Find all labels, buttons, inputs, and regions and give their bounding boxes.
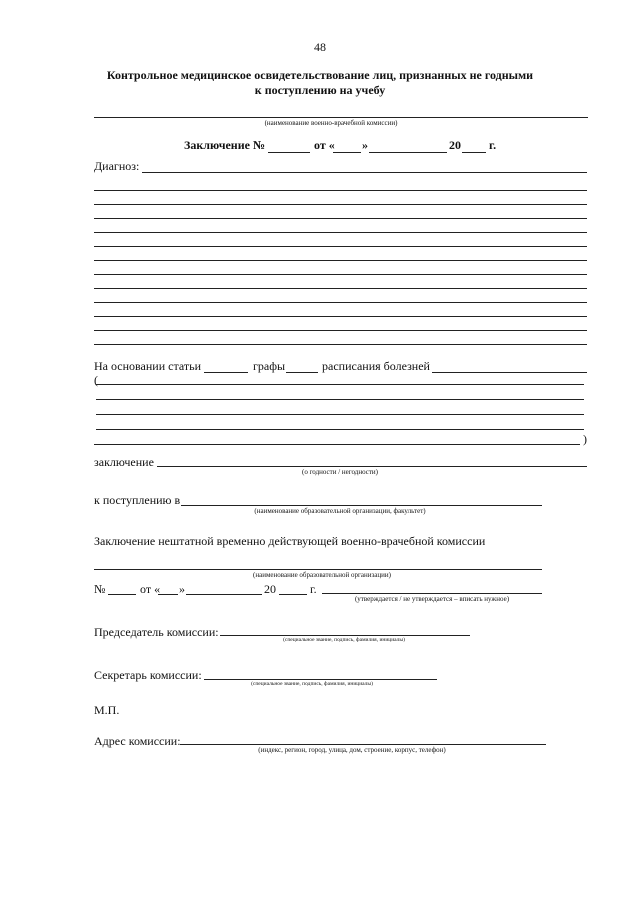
secretary-signature-line [204, 679, 437, 680]
chairman-signature-line [220, 635, 470, 636]
conclusion-number-blank [268, 152, 310, 153]
article-blank [204, 372, 248, 373]
basis-paren-close: ) [583, 432, 587, 446]
basis-schedule-label: расписания болезней [322, 359, 430, 373]
diagnosis-blank-line [94, 260, 587, 261]
number-year-blank [279, 594, 307, 595]
diagnosis-blank-line [94, 190, 587, 191]
secretary-caption: (специальное звание, подпись, фамилия, инициалы) [251, 681, 373, 687]
commission-name-line [94, 117, 588, 118]
number-label: № [94, 582, 106, 596]
diagnosis-blank-line [94, 330, 587, 331]
diagnosis-label: Диагноз: [94, 159, 140, 173]
approval-line [322, 593, 542, 594]
number-blank [108, 594, 136, 595]
address-caption: (индекс, регион, город, улица, дом, строение, корпус, телефон) [258, 746, 446, 754]
org-name-line [94, 569, 542, 570]
fitness-label: заключение [94, 455, 154, 469]
stamp-label: М.П. [94, 703, 120, 717]
address-label: Адрес комиссии: [94, 734, 181, 748]
address-line [180, 744, 546, 745]
conclusion-month-blank [369, 152, 447, 153]
conclusion-from-label: от « [314, 138, 335, 152]
number-day-blank [158, 594, 178, 595]
number-year-prefix: 20 [264, 582, 276, 596]
diagnosis-blank-line [94, 316, 587, 317]
secretary-label: Секретарь комиссии: [94, 668, 202, 682]
conclusion-year-prefix: 20 [449, 138, 461, 152]
conclusion-year-suffix: г. [489, 138, 497, 152]
conclusion-quote-close: » [362, 138, 368, 152]
chairman-caption: (специальное звание, подпись, фамилия, инициалы) [283, 637, 405, 643]
basis-article-label: На основании статьи [94, 359, 202, 373]
diagnosis-blank-line [94, 302, 587, 303]
admission-line [181, 505, 542, 506]
admission-label: к поступлению в [94, 493, 181, 507]
conclusion-year-blank [462, 152, 486, 153]
fitness-caption: (о годности / негодности) [302, 468, 378, 476]
fitness-line [157, 466, 587, 467]
diagnosis-blank-line [94, 288, 587, 289]
number-from-label: от « [140, 582, 161, 596]
basis-blank-line [96, 414, 584, 415]
basis-blank-line [94, 444, 580, 445]
diagnosis-blank-line [94, 218, 587, 219]
schedule-blank [432, 372, 587, 373]
basis-column-label: графы [253, 359, 286, 373]
diagnosis-blank-line [94, 344, 587, 345]
conclusion-day-blank [333, 152, 361, 153]
diagnosis-blank-line [94, 246, 587, 247]
conclusion-label: Заключение № [184, 138, 265, 152]
approval-caption: (утверждается / не утверждается – вписать нужное) [354, 595, 510, 603]
number-quote-close: » [179, 582, 185, 596]
commission-caption: (наименование военно-врачебной комиссии) [264, 119, 398, 127]
org-caption: (наименование образовательной организации) [253, 571, 391, 579]
document-title-line1: Контрольное медицинское освидетельствование лиц, признанных не годными [106, 68, 534, 82]
number-month-blank [186, 594, 262, 595]
basis-blank-line [96, 384, 584, 385]
basis-paren-open: ( [94, 373, 98, 387]
column-blank [286, 372, 318, 373]
adhoc-conclusion-title: Заключение нештатной временно действующей военно-врачебной комиссии [94, 534, 486, 548]
diagnosis-blank-line [94, 274, 587, 275]
document-title-line2: к поступлению на учебу [254, 83, 386, 97]
diagnosis-line [142, 172, 587, 173]
page-number: 48 [314, 40, 326, 54]
diagnosis-blank-line [94, 232, 587, 233]
basis-blank-line [96, 399, 584, 400]
admission-caption: (наименование образовательной организации, факультет) [254, 507, 426, 515]
chairman-label: Председатель комиссии: [94, 625, 219, 639]
diagnosis-blank-line [94, 204, 587, 205]
number-year-suffix: г. [310, 582, 317, 596]
basis-blank-line [96, 429, 584, 430]
